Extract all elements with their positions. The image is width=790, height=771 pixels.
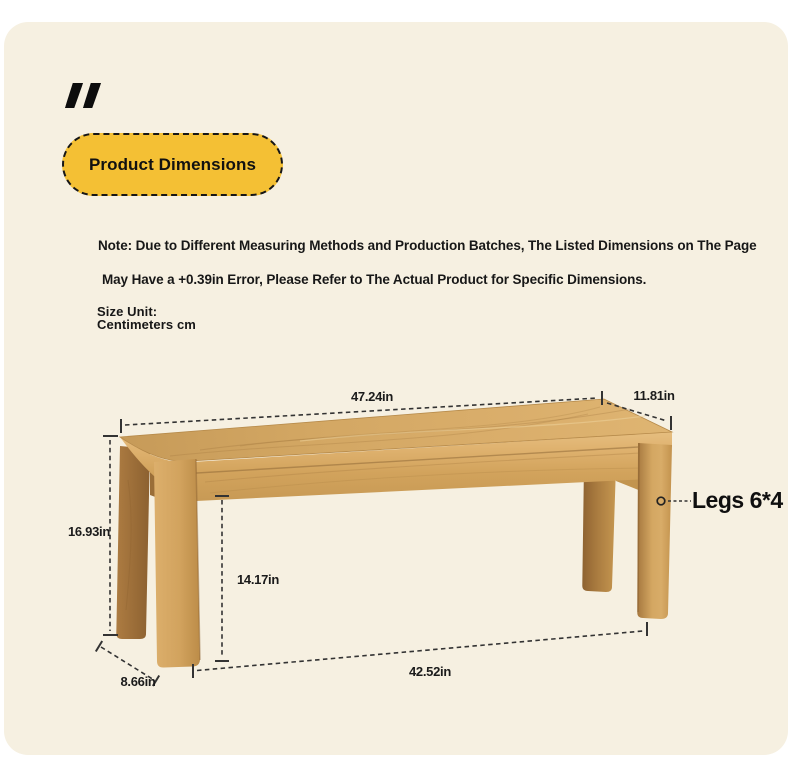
- dim-line-under-seat-clearance: [215, 496, 229, 661]
- size-unit-value: Centimeters cm: [97, 317, 196, 332]
- size-unit-label: Size Unit:: [97, 304, 158, 319]
- dim-label-under-seat-clearance: 14.17in: [237, 572, 279, 587]
- legs-count-label: Legs 6*4: [692, 487, 783, 513]
- dim-label-leg-span: 42.52in: [409, 664, 451, 679]
- note-line-2: May Have a +0.39in Error, Please Refer to The Actual Product for Specific Dimensions.: [102, 272, 647, 287]
- dim-label-seat-length: 47.24in: [351, 389, 393, 404]
- bench-leg-front-right: [637, 443, 672, 619]
- bench-leg-front-right-edge: [638, 443, 639, 612]
- bench-leg-back-left: [116, 446, 150, 639]
- bench-leg-front-left: [154, 459, 200, 668]
- dim-label-leg-depth: 8.66in: [120, 674, 156, 689]
- badge-label: Product Dimensions: [88, 154, 257, 174]
- dim-label-seat-depth: 11.81in: [633, 388, 675, 403]
- bench-leg-back-right: [582, 464, 616, 592]
- note-line-1: Note: Due to Different Measuring Methods and Production Batches, The Listed Dimensions on The Page: [98, 238, 757, 253]
- dim-label-overall-height: 16.93in: [68, 524, 110, 539]
